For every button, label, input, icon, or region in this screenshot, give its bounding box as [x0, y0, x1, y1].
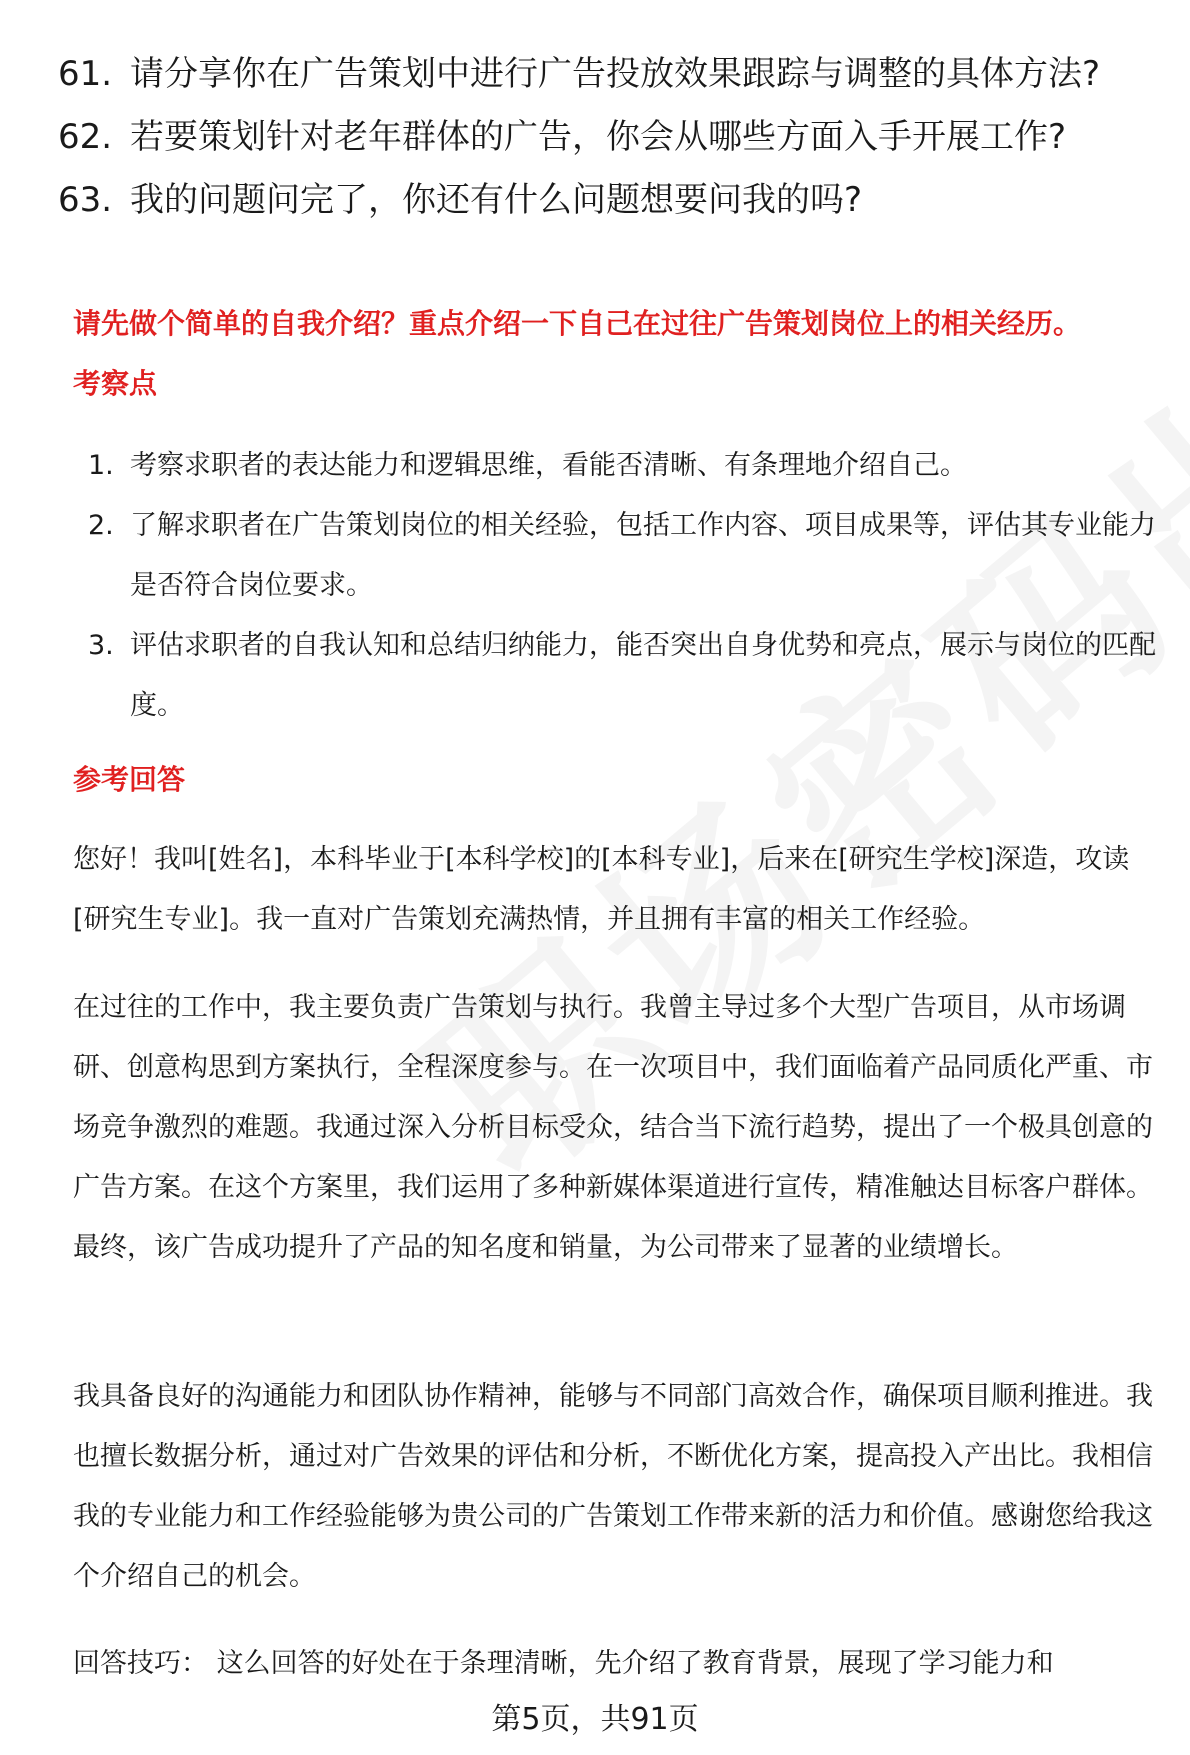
- question-number: 62.: [58, 117, 113, 157]
- question-list: [58, 52, 1158, 241]
- list-item: [88, 496, 1168, 616]
- answer-paragraph: 我具备良好的沟通能力和团队协作精神，能够与不同部门高效合作，确保项目顺利推进。我也擅长数据分析，通过对广告效果的评估和分析，不断优化方案，提高投入产出比。我相信我的专业能力和工作经验能够为贵公司的广告策划工作带来新的活力和价值。感谢您给我这个介绍自己的机会。: [73, 1381, 1153, 1592]
- points-heading: 考察点: [73, 367, 158, 400]
- question-number: 61.: [58, 54, 113, 94]
- question-text: 我的问题问完了，你还有什么问题想要问我的吗?: [130, 180, 863, 220]
- list-item: [88, 436, 1168, 496]
- answer-heading: 参考回答: [73, 763, 186, 796]
- answer-tips: 回答技巧： 这么回答的好处在于条理清晰，先介绍了教育背景，展现了学习能力和: [73, 1648, 1054, 1679]
- answer-paragraph: 在过往的工作中，我主要负责广告策划与执行。我曾主导过多个大型广告项目，从市场调研、创意构思到方案执行，全程深度参与。在一次项目中，我们面临着产品同质化严重、市场竞争激烈的难题。我通过深入分析目标受众，结合当下流行趋势，提出了一个极具创意的广告方案。在这个方案里，我们运用了多种新媒体渠道进行宣传，精准触达目标客户群体。最终，该广告成功提升了产品的知名度和销量，为公司带来了显著的业绩增长。: [73, 992, 1153, 1263]
- point-text: 考察求职者的表达能力和逻辑思维，看能否清晰、有条理地介绍自己。: [130, 450, 967, 481]
- point-number: 1.: [88, 450, 114, 481]
- list-item: [58, 115, 1158, 159]
- page-number: 第5页，共91页: [491, 1702, 699, 1737]
- question-text: 若要策划针对老年群体的广告，你会从哪些方面入手开展工作?: [130, 117, 1067, 157]
- point-text: 评估求职者的自我认知和总结归纳能力，能否突出自身优势和亮点，展示与岗位的匹配度。: [130, 630, 1156, 721]
- answer-paragraph: 您好！我叫[姓名]，本科毕业于[本科学校]的[本科专业]，后来在[研究生学校]深造，攻读[研究生专业]。我一直对广告策划充满热情，并且拥有丰富的相关工作经验。: [73, 844, 1130, 935]
- list-item: [58, 178, 1158, 222]
- question-number: 63.: [58, 180, 113, 220]
- point-text: 了解求职者在广告策划岗位的相关经验，包括工作内容、项目成果等，评估其专业能力是否符合岗位要求。: [130, 510, 1156, 601]
- point-number: 2.: [88, 510, 114, 541]
- section-question: 请先做个简单的自我介绍？重点介绍一下自己在过往广告策划岗位上的相关经历。: [73, 307, 1082, 340]
- list-item: [88, 616, 1168, 736]
- assessment-points: [88, 436, 1168, 736]
- question-text: 请分享你在广告策划中进行广告投放效果跟踪与调整的具体方法?: [130, 54, 1101, 94]
- list-item: [58, 52, 1158, 96]
- point-number: 3.: [88, 630, 114, 661]
